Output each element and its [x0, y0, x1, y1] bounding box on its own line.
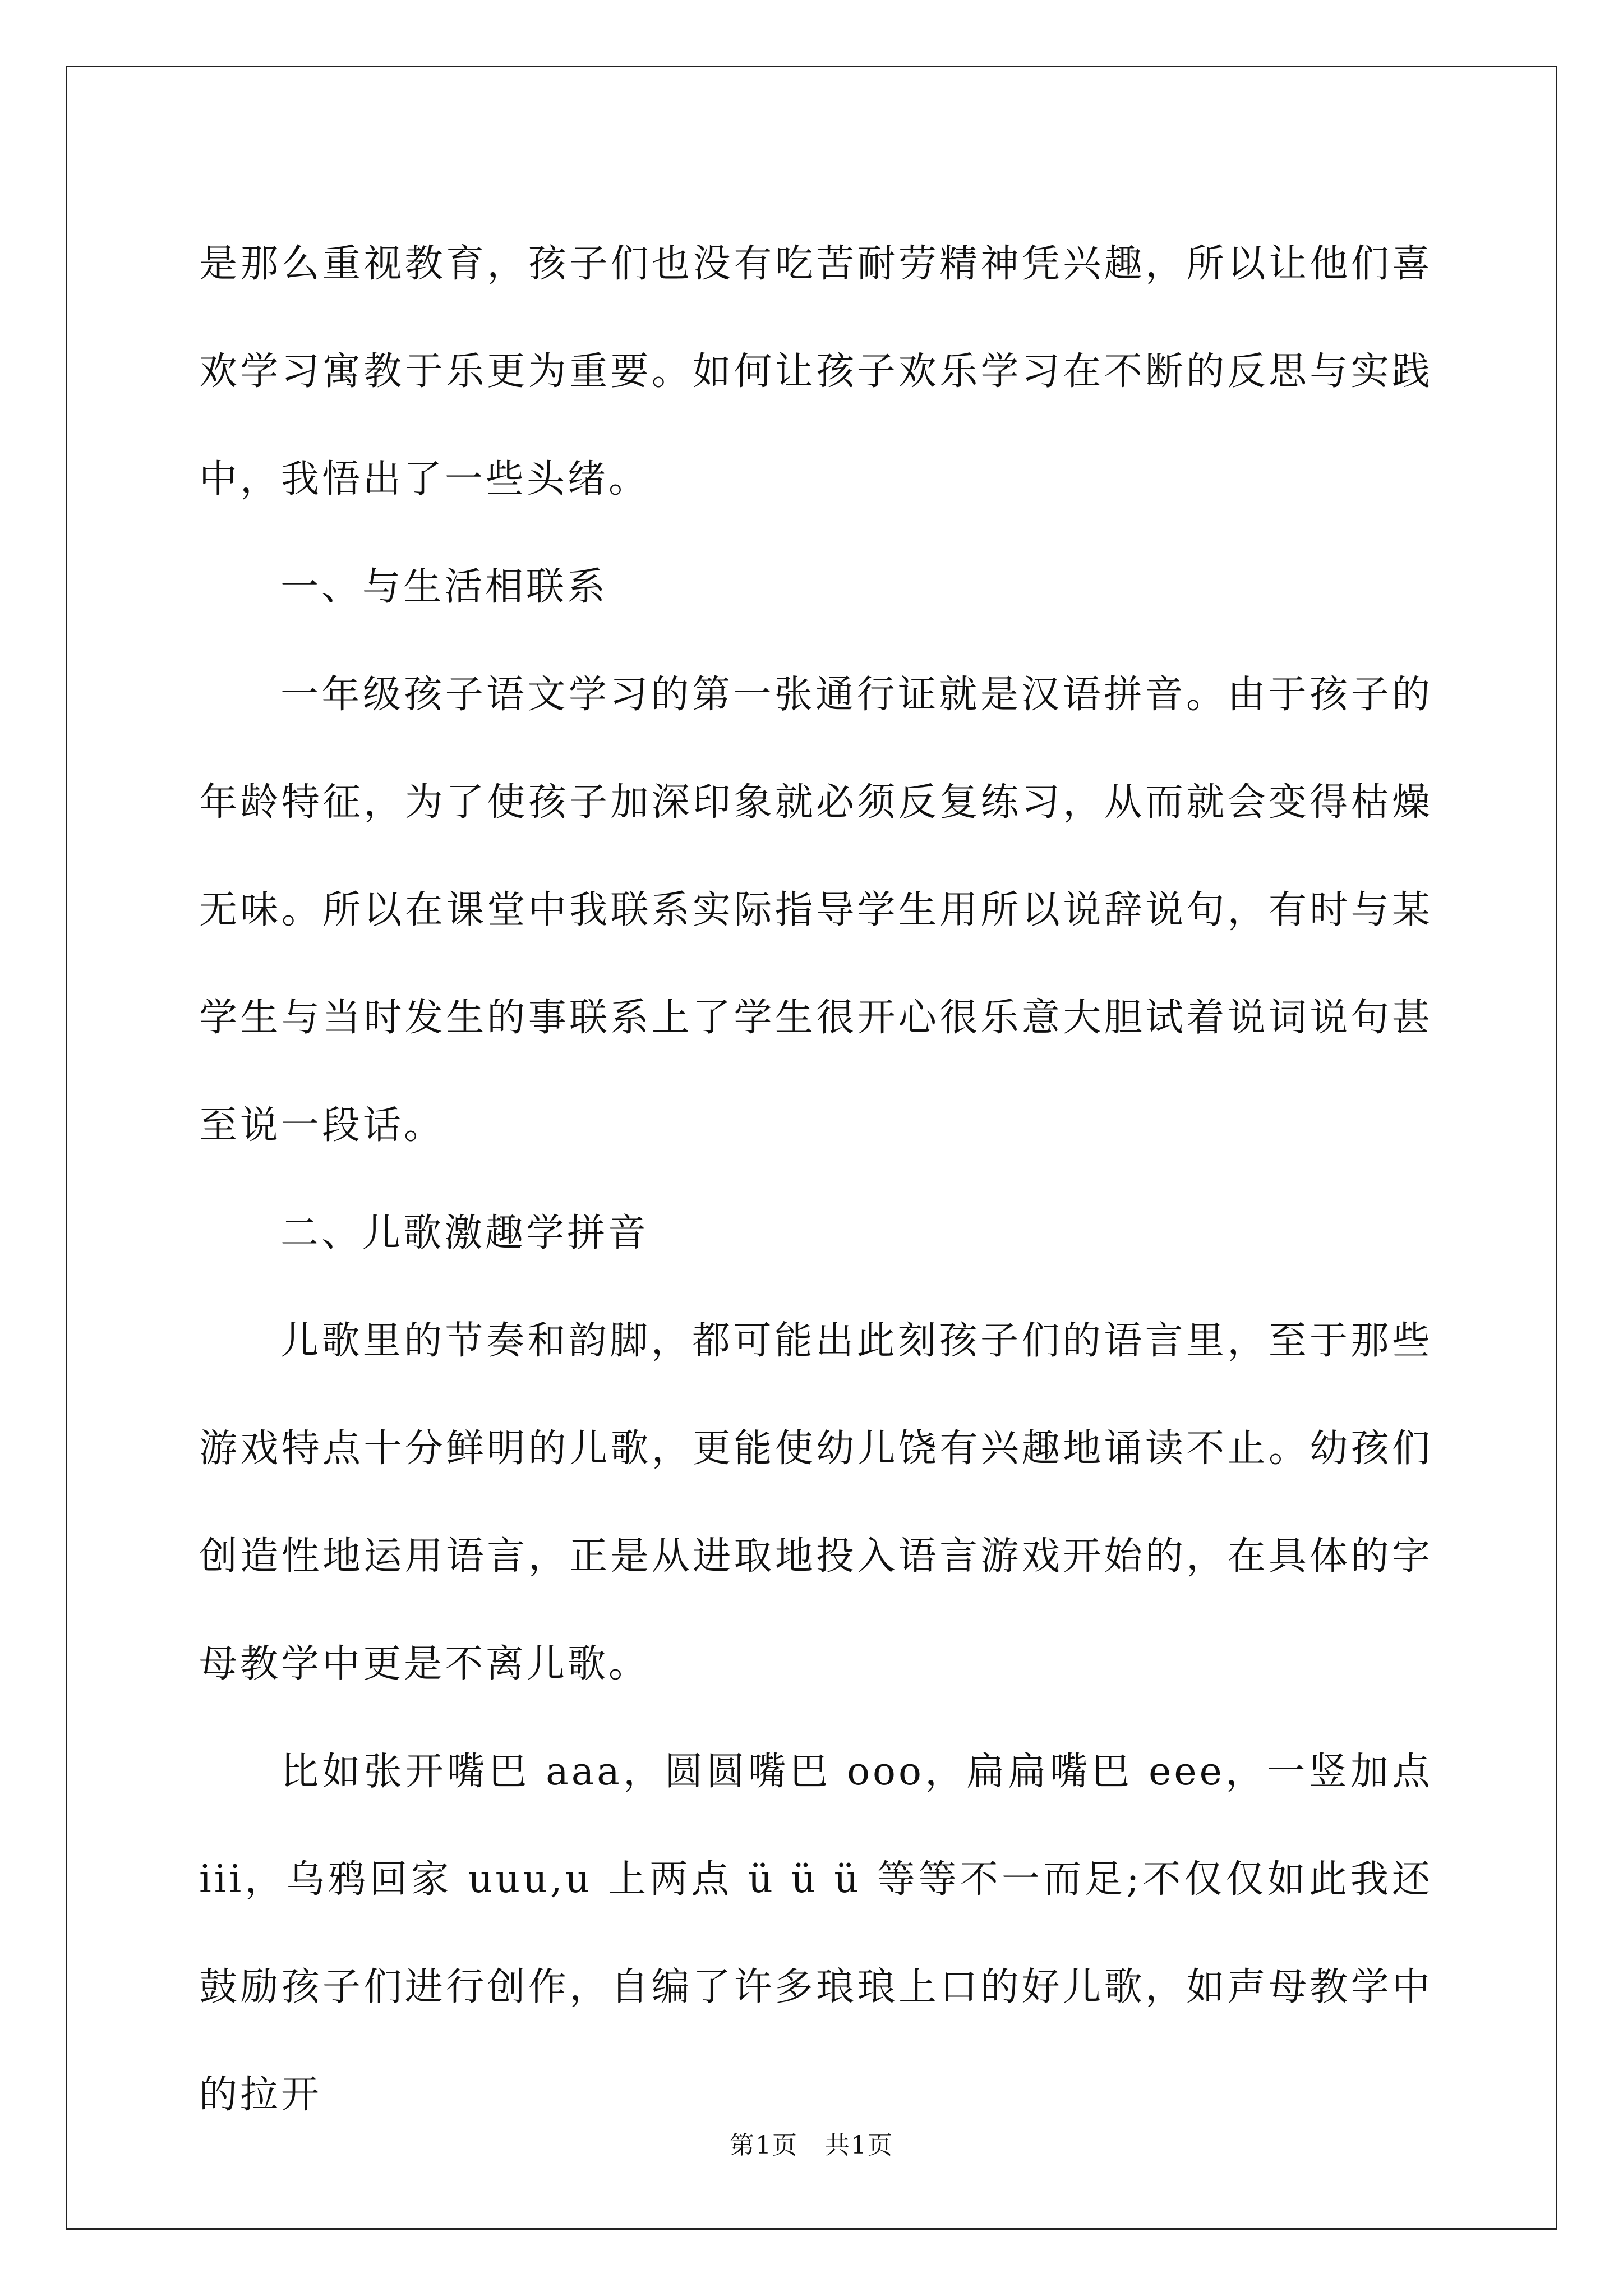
page-number-footer: 第1页 共1页 — [730, 2131, 893, 2160]
document-body — [199, 210, 1433, 2149]
paragraph-2: 一年级孩子语文学习的第一张通行证就是汉语拼音。由于孩子的年龄特征，为了使孩子加深印象就必须反复练习，从而就会变得枯燥无味。所以在课堂中我联系实际指导学生用所以说辞说句，有时与某学生与当时发生的事联系上了学生很开心很乐意大胆试着说词说句甚至说一段话。 — [199, 673, 1433, 1148]
paragraph-4: 比如张开嘴巴 aaa，圆圆嘴巴 ooo，扁扁嘴巴 eee，一竖加点 iii，乌鸦回家 uuu,u 上两点 ü ü ü 等等不一而足;不仅仅如此我还鼓励孩子们进行创作，自编了许多琅琅上口的好儿歌，如声母教学中的拉开 — [199, 1750, 1433, 2117]
section-heading-1: 一、与生活相联系 — [280, 565, 608, 609]
section-heading-2: 二、儿歌激趣学拼音 — [280, 1211, 649, 1255]
paragraph-3: 儿歌里的节奏和韵脚，都可能出此刻孩子们的语言里，至于那些游戏特点十分鲜明的儿歌，更能使幼儿饶有兴趣地诵读不止。幼孩们创造性地运用语言，正是从进取地投入语言游戏开始的，在具体的字母教学中更是不离儿歌。 — [199, 1319, 1433, 1686]
paragraph-1: 是那么重视教育，孩子们也没有吃苦耐劳精神凭兴趣，所以让他们喜欢学习寓教于乐更为重要。如何让孩子欢乐学习在不断的反思与实践中，我悟出了一些头绪。 — [199, 242, 1433, 501]
